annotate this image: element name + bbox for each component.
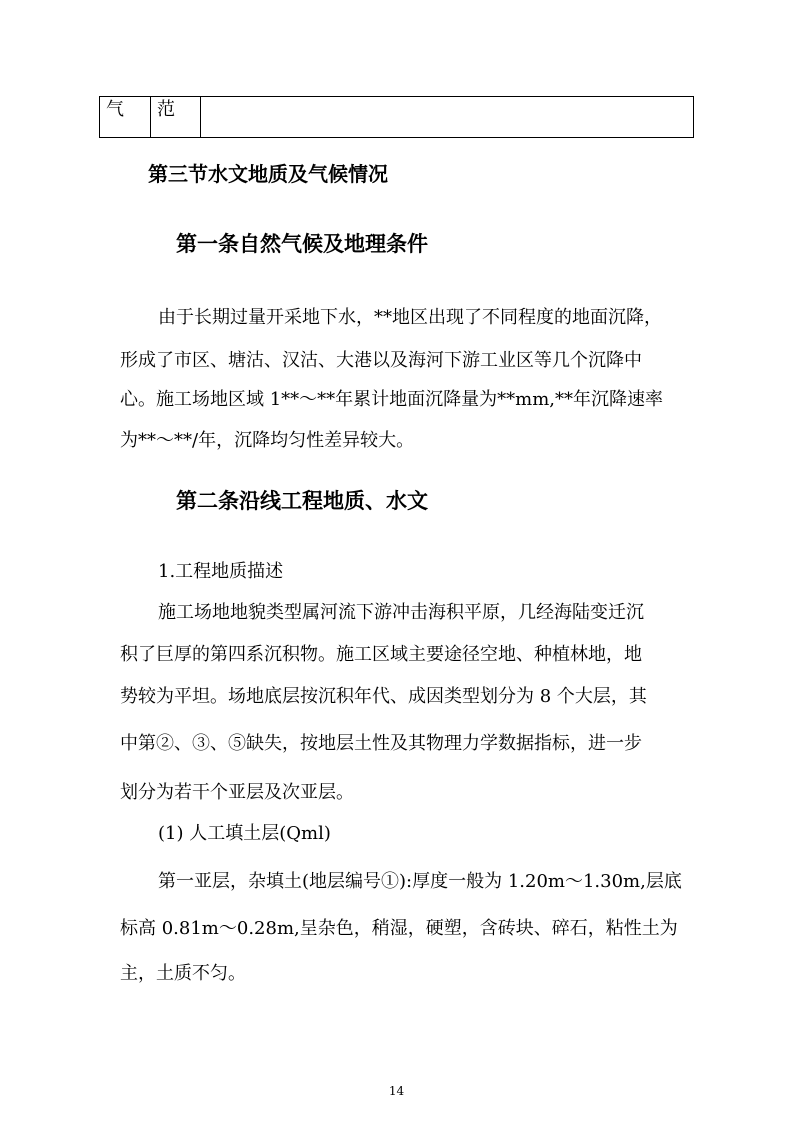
article1-line: 心。施工场地区域 1**～**年累计地面沉降量为**mm,**年沉降速率 — [120, 389, 664, 410]
section-heading: 第三节水文地质及气候情况 — [148, 162, 388, 186]
article2-subheading: 1.工程地质描述 — [158, 561, 284, 582]
article1-line: 形成了市区、塘沽、汉沽、大港以及海河下游工业区等几个沉降中 — [120, 350, 642, 371]
article2-para1-line: 施工场地地貌类型属河流下游冲击海积平原，几经海陆变迁沉 — [158, 602, 644, 623]
page-number: 14 — [388, 1084, 405, 1098]
table-cell-climate: 气 — [100, 97, 151, 138]
article1-line: 为**～**/年，沉降均匀性差异较大。 — [120, 430, 415, 451]
article2-para2-line: 第一亚层，杂填土(地层编号①):厚度一般为 1.20m～1.30m,层底 — [158, 871, 682, 892]
article2-para1-line: 中第②、③、⑤缺失，按地层土性及其物理力学数据指标，进一步 — [120, 733, 642, 754]
article2-para2-line: 标高 0.81m～0.28m,呈杂色，稍湿，硬塑，含砖块、碎石，粘性土为 — [120, 918, 678, 939]
article2-para1-line: 势较为平坦。场地底层按沉积年代、成因类型划分为 8 个大层，其 — [120, 686, 647, 707]
table-cell-range: 范 — [151, 97, 201, 138]
table-row — [100, 97, 694, 138]
table-cell-content — [201, 97, 694, 138]
article2-para2-line: 主，土质不匀。 — [120, 963, 246, 984]
article2-layer-heading: (1) 人工填土层(Qml) — [158, 823, 331, 844]
article2-para1-line: 积了巨厚的第四系沉积物。施工区域主要途径空地、种植林地，地 — [120, 644, 642, 665]
article1-heading: 第一条自然气候及地理条件 — [176, 231, 428, 256]
article2-heading: 第二条沿线工程地质、水文 — [176, 488, 428, 513]
top-table — [99, 96, 694, 138]
article2-para1-line: 划分为若干个亚层及次亚层。 — [120, 782, 354, 803]
article1-line: 由于长期过量开采地下水，**地区出现了不同程度的地面沉降， — [158, 307, 662, 328]
